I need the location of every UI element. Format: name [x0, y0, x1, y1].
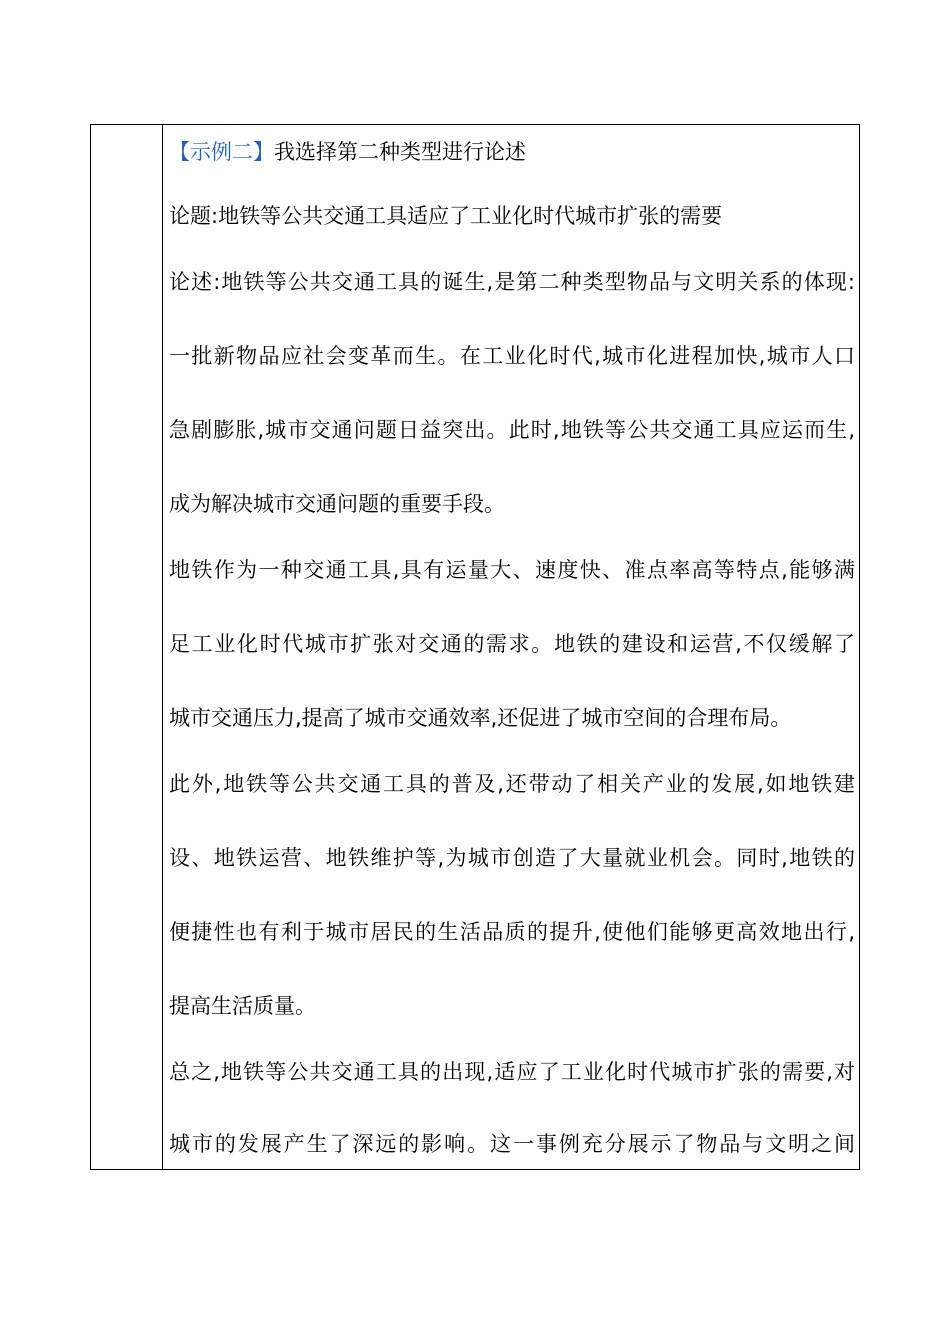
paragraph-line: 足工业化时代城市扩张对交通的需求。地铁的建设和运营,不仅缓解了 — [169, 632, 855, 656]
paragraph-line: 此外,地铁等公共交通工具的普及,还带动了相关产业的发展,如地铁建 — [169, 772, 855, 796]
table-right-cell — [163, 125, 859, 1169]
paragraph-line: 总之,地铁等公共交通工具的出现,适应了工业化时代城市扩张的需要,对 — [169, 1060, 855, 1084]
paragraph-line: 论述:地铁等公共交通工具的诞生,是第二种类型物品与文明关系的体现: — [169, 270, 855, 294]
example-title: 我选择第二种类型进行论述 — [274, 140, 526, 164]
paragraph-line: 城市交通压力,提高了城市交通效率,还促进了城市空间的合理布局。 — [169, 706, 792, 730]
table-left-cell — [91, 125, 163, 1169]
content-table — [90, 124, 860, 1170]
paragraph-line: 设、地铁运营、地铁维护等,为城市创造了大量就业机会。同时,地铁的 — [169, 846, 855, 870]
paragraph-line: 便捷性也有利于城市居民的生活品质的提升,使他们能够更高效地出行, — [169, 920, 855, 944]
topic-line: 论题:地铁等公共交通工具适应了工业化时代城市扩张的需要 — [169, 204, 723, 228]
example-heading — [169, 137, 855, 167]
paragraph-line: 成为解决城市交通问题的重要手段。 — [169, 492, 505, 516]
paragraph-line: 一批新物品应社会变革而生。在工业化时代,城市化进程加快,城市人口 — [169, 344, 855, 368]
paragraph-line: 提高生活质量。 — [169, 994, 316, 1018]
paragraph-line: 急剧膨胀,城市交通问题日益突出。此时,地铁等公共交通工具应运而生, — [169, 418, 855, 442]
paragraph-line: 地铁作为一种交通工具,具有运量大、速度快、准点率高等特点,能够满 — [169, 558, 855, 582]
paragraph-line: 城市的发展产生了深远的影响。这一事例充分展示了物品与文明之间 — [169, 1132, 855, 1156]
example-label: 【示例二】 — [169, 140, 274, 164]
